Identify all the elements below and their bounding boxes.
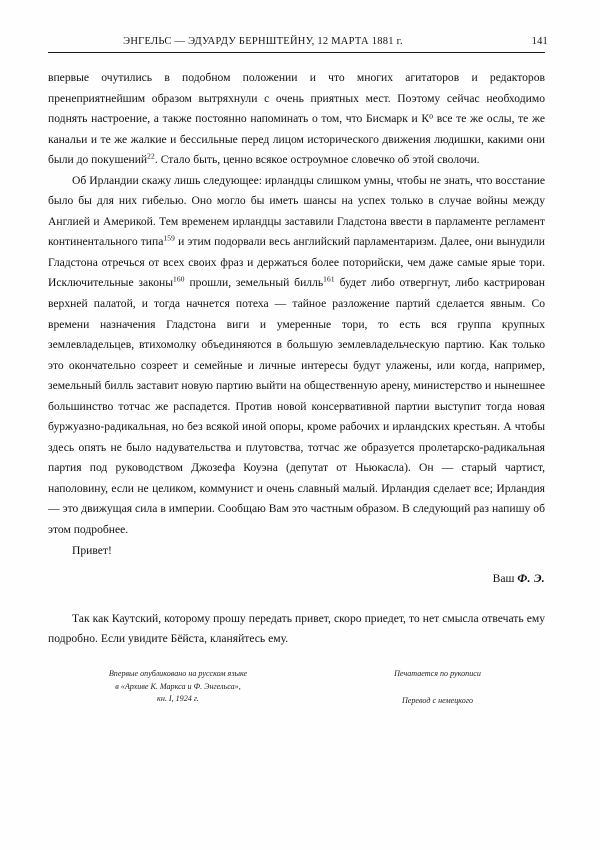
paragraph-2-text-d: будет либо отвергнут, либо кастрирован верхней палатой, и тогда начнется потеха — тайное разложение партий сделается явным. Со времени назначения Гладстона виги и умеренные тори, то есть вся группа крупных землевладельцев, втихомолку объединяются в большую землевладельческую партию. Как только это окончательно созреет и семейные и личные интересы будут улажены, или когда, например, земельный билль заставит новую партию выйти на общественную арену, министерство и нынешнее большинство тотчас же распадется. Против новой консервативной партии выступит тогда новая буржуазно-радикальная, но без всякой иной опоры, кроме рабочих и ирландских крестьян. А чтобы здесь опять не было надувательства и плутовства, тотчас же образуется пролетарско-радикальная партия под руководством Джозефа Коуэна (депутат от Ньюкасла). Он — старый чартист, наполовину, если не целиком, коммунист и очень славный малый. Ирландия сделает все; Ирландия — это движущая сила в империи. Сообщаю Вам это частным образом. В следующий раз напишу об этом подробнее.	[48, 276, 545, 537]
colophon-left-line-2: в «Архиве К. Маркса и Ф. Энгельса»,	[115, 681, 241, 691]
degree-mark: о	[429, 111, 434, 121]
paragraph-2-text-c: прошли, земельный билль	[184, 276, 324, 290]
paragraph-1-text-c: . Стало быть, ценно всякое остроумное словечко об этой сволочи.	[154, 153, 480, 167]
header-divider-rule	[48, 52, 545, 53]
colophon-left-line-3: кн. I, 1924 г.	[157, 694, 199, 704]
paragraph-continuation	[48, 68, 545, 171]
closing-greeting: Привет!	[72, 543, 112, 557]
running-head	[48, 36, 548, 52]
postscript-paragraph: Так как Каутский, которому прошу передать привет, скоро приедет, то нет смысла отвечать ему подробно. Если увидите Бёйста, кланяйтесь ему.	[48, 611, 545, 646]
page-number: 141	[531, 36, 548, 47]
colophon	[48, 668, 545, 707]
colophon-publication-info	[48, 668, 298, 706]
footnote-ref-160[interactable]: 160	[172, 274, 185, 284]
text-column	[48, 68, 545, 650]
colophon-right-line-2: Перевод с немецкого	[401, 695, 474, 705]
signature-line	[48, 561, 545, 590]
paragraph-1-text-b: все те же ослы, те же канальи и те же жалкие и бессильные перед лицом исторического движения людишки, какими они были до покушений	[48, 112, 545, 167]
paragraph-ireland	[48, 171, 545, 541]
colophon-source-info	[330, 668, 545, 707]
paragraph-2-text-b: и этим подорвали весь английский парламентаризм. Далее, они вынудили Гладстона отречься от всех своих фраз и держаться более поторийски, чем даже самые ярые тори. Исключительные законы	[48, 235, 546, 290]
footnote-ref-22[interactable]: 22	[147, 151, 155, 161]
footnote-ref-159[interactable]: 159	[163, 233, 176, 243]
footnote-ref-161[interactable]: 161	[323, 274, 335, 284]
paragraph-1-text-a: впервые очутились в подобном положении и что многих агитаторов и редакторов пренеприятнейшим образом вытряхнули с очень приятных мест. Поэтому сейчас необходимо поднять настроение, а также постоянно напоминать о том, что Бисмарк и К	[48, 71, 545, 126]
signature-initials: Ф. Э.	[517, 572, 545, 586]
colophon-right-line-1: Печатается по рукописи	[394, 669, 481, 678]
running-head-title: ЭНГЕЛЬС — ЭДУАРДУ БЕРНШТЕЙНУ, 12 МАРТА 1881 г.	[123, 36, 403, 47]
signature-prefix: Ваш	[492, 572, 518, 586]
colophon-left-line-1: Впервые опубликовано на русском языке	[108, 669, 248, 678]
paragraph-2-text-a: Об Ирландии скажу лишь следующее: ирландцы слишком умны, чтобы не знать, что восстание было бы для них гибелью. Оно могло бы иметь шансы на успех только в случае войны между Англией и Америкой. Тем временем ирландцы заставили Гладстона ввести в парламенте регламент континентального типа	[48, 173, 545, 249]
